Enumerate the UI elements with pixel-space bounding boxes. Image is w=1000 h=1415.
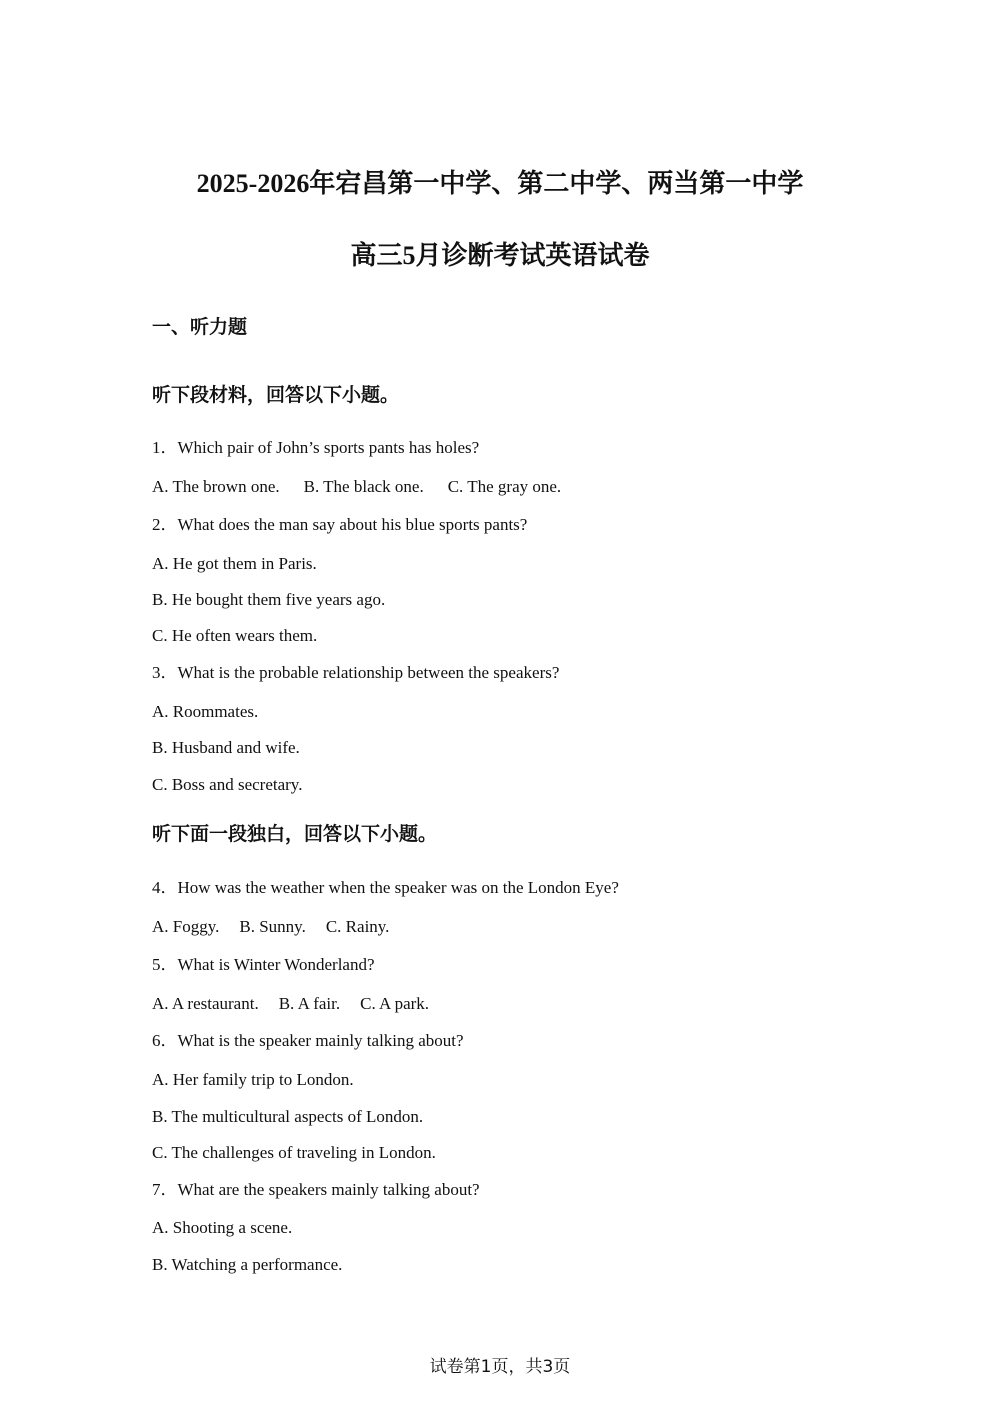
question-3-option-b: B. Husband and wife. bbox=[152, 738, 300, 757]
question-3-option-a: A. Roommates. bbox=[152, 702, 259, 721]
question-5-stem: 5．What is Winter Wonderland? bbox=[152, 955, 375, 974]
question-4-option-a: A. Foggy. bbox=[152, 917, 220, 936]
question-3-option-c: C. Boss and secretary. bbox=[152, 775, 303, 794]
question-2-option-c: C. He often wears them. bbox=[152, 626, 318, 645]
part-instruction-1: 听下段材料，回答以下小题。 bbox=[152, 384, 400, 406]
question-1-options bbox=[152, 476, 561, 498]
question-4-option-c: C. Rainy. bbox=[325, 917, 390, 936]
question-6-option-c: C. The challenges of traveling in London. bbox=[152, 1143, 436, 1162]
question-2-stem: 2．What does the man say about his blue sports pants? bbox=[152, 515, 528, 534]
question-1-stem: 1．Which pair of John’s sports pants has holes? bbox=[152, 438, 480, 457]
question-5-options bbox=[152, 993, 429, 1015]
question-7-option-b: B. Watching a performance. bbox=[152, 1255, 343, 1274]
exam-title-line-1: 2025-2026年宕昌第一中学、第二中学、两当第一中学 bbox=[196, 169, 804, 198]
question-4-option-b: B. Sunny. bbox=[239, 917, 306, 936]
question-1-option-a: A. The brown one. bbox=[152, 477, 280, 496]
question-5-option-b: B. A fair. bbox=[278, 994, 341, 1013]
exam-title-line-2: 高三5月诊断考试英语试卷 bbox=[350, 241, 650, 270]
section-heading-listening: 一、听力题 bbox=[152, 316, 248, 338]
question-4-stem: 4．How was the weather when the speaker was on the London Eye? bbox=[152, 878, 619, 897]
question-6-option-b: B. The multicultural aspects of London. bbox=[152, 1107, 424, 1126]
question-5-option-a: A. A restaurant. bbox=[152, 994, 259, 1013]
page-footer: 试卷第1页，共3页 bbox=[429, 1357, 571, 1377]
question-7-stem: 7．What are the speakers mainly talking about? bbox=[152, 1180, 480, 1199]
part-instruction-2: 听下面一段独白，回答以下小题。 bbox=[152, 823, 438, 845]
question-1-option-c: C. The gray one. bbox=[447, 477, 562, 496]
question-4-options bbox=[152, 916, 389, 938]
question-3-stem: 3．What is the probable relationship between the speakers? bbox=[152, 663, 560, 682]
question-2-option-a: A. He got them in Paris. bbox=[152, 554, 317, 573]
question-5-option-c: C. A park. bbox=[360, 994, 430, 1013]
question-7-option-a: A. Shooting a scene. bbox=[152, 1218, 293, 1237]
question-2-option-b: B. He bought them five years ago. bbox=[152, 590, 386, 609]
question-6-stem: 6．What is the speaker mainly talking about? bbox=[152, 1031, 464, 1050]
question-6-option-a: A. Her family trip to London. bbox=[152, 1070, 354, 1089]
question-1-option-b: B. The black one. bbox=[303, 477, 424, 496]
